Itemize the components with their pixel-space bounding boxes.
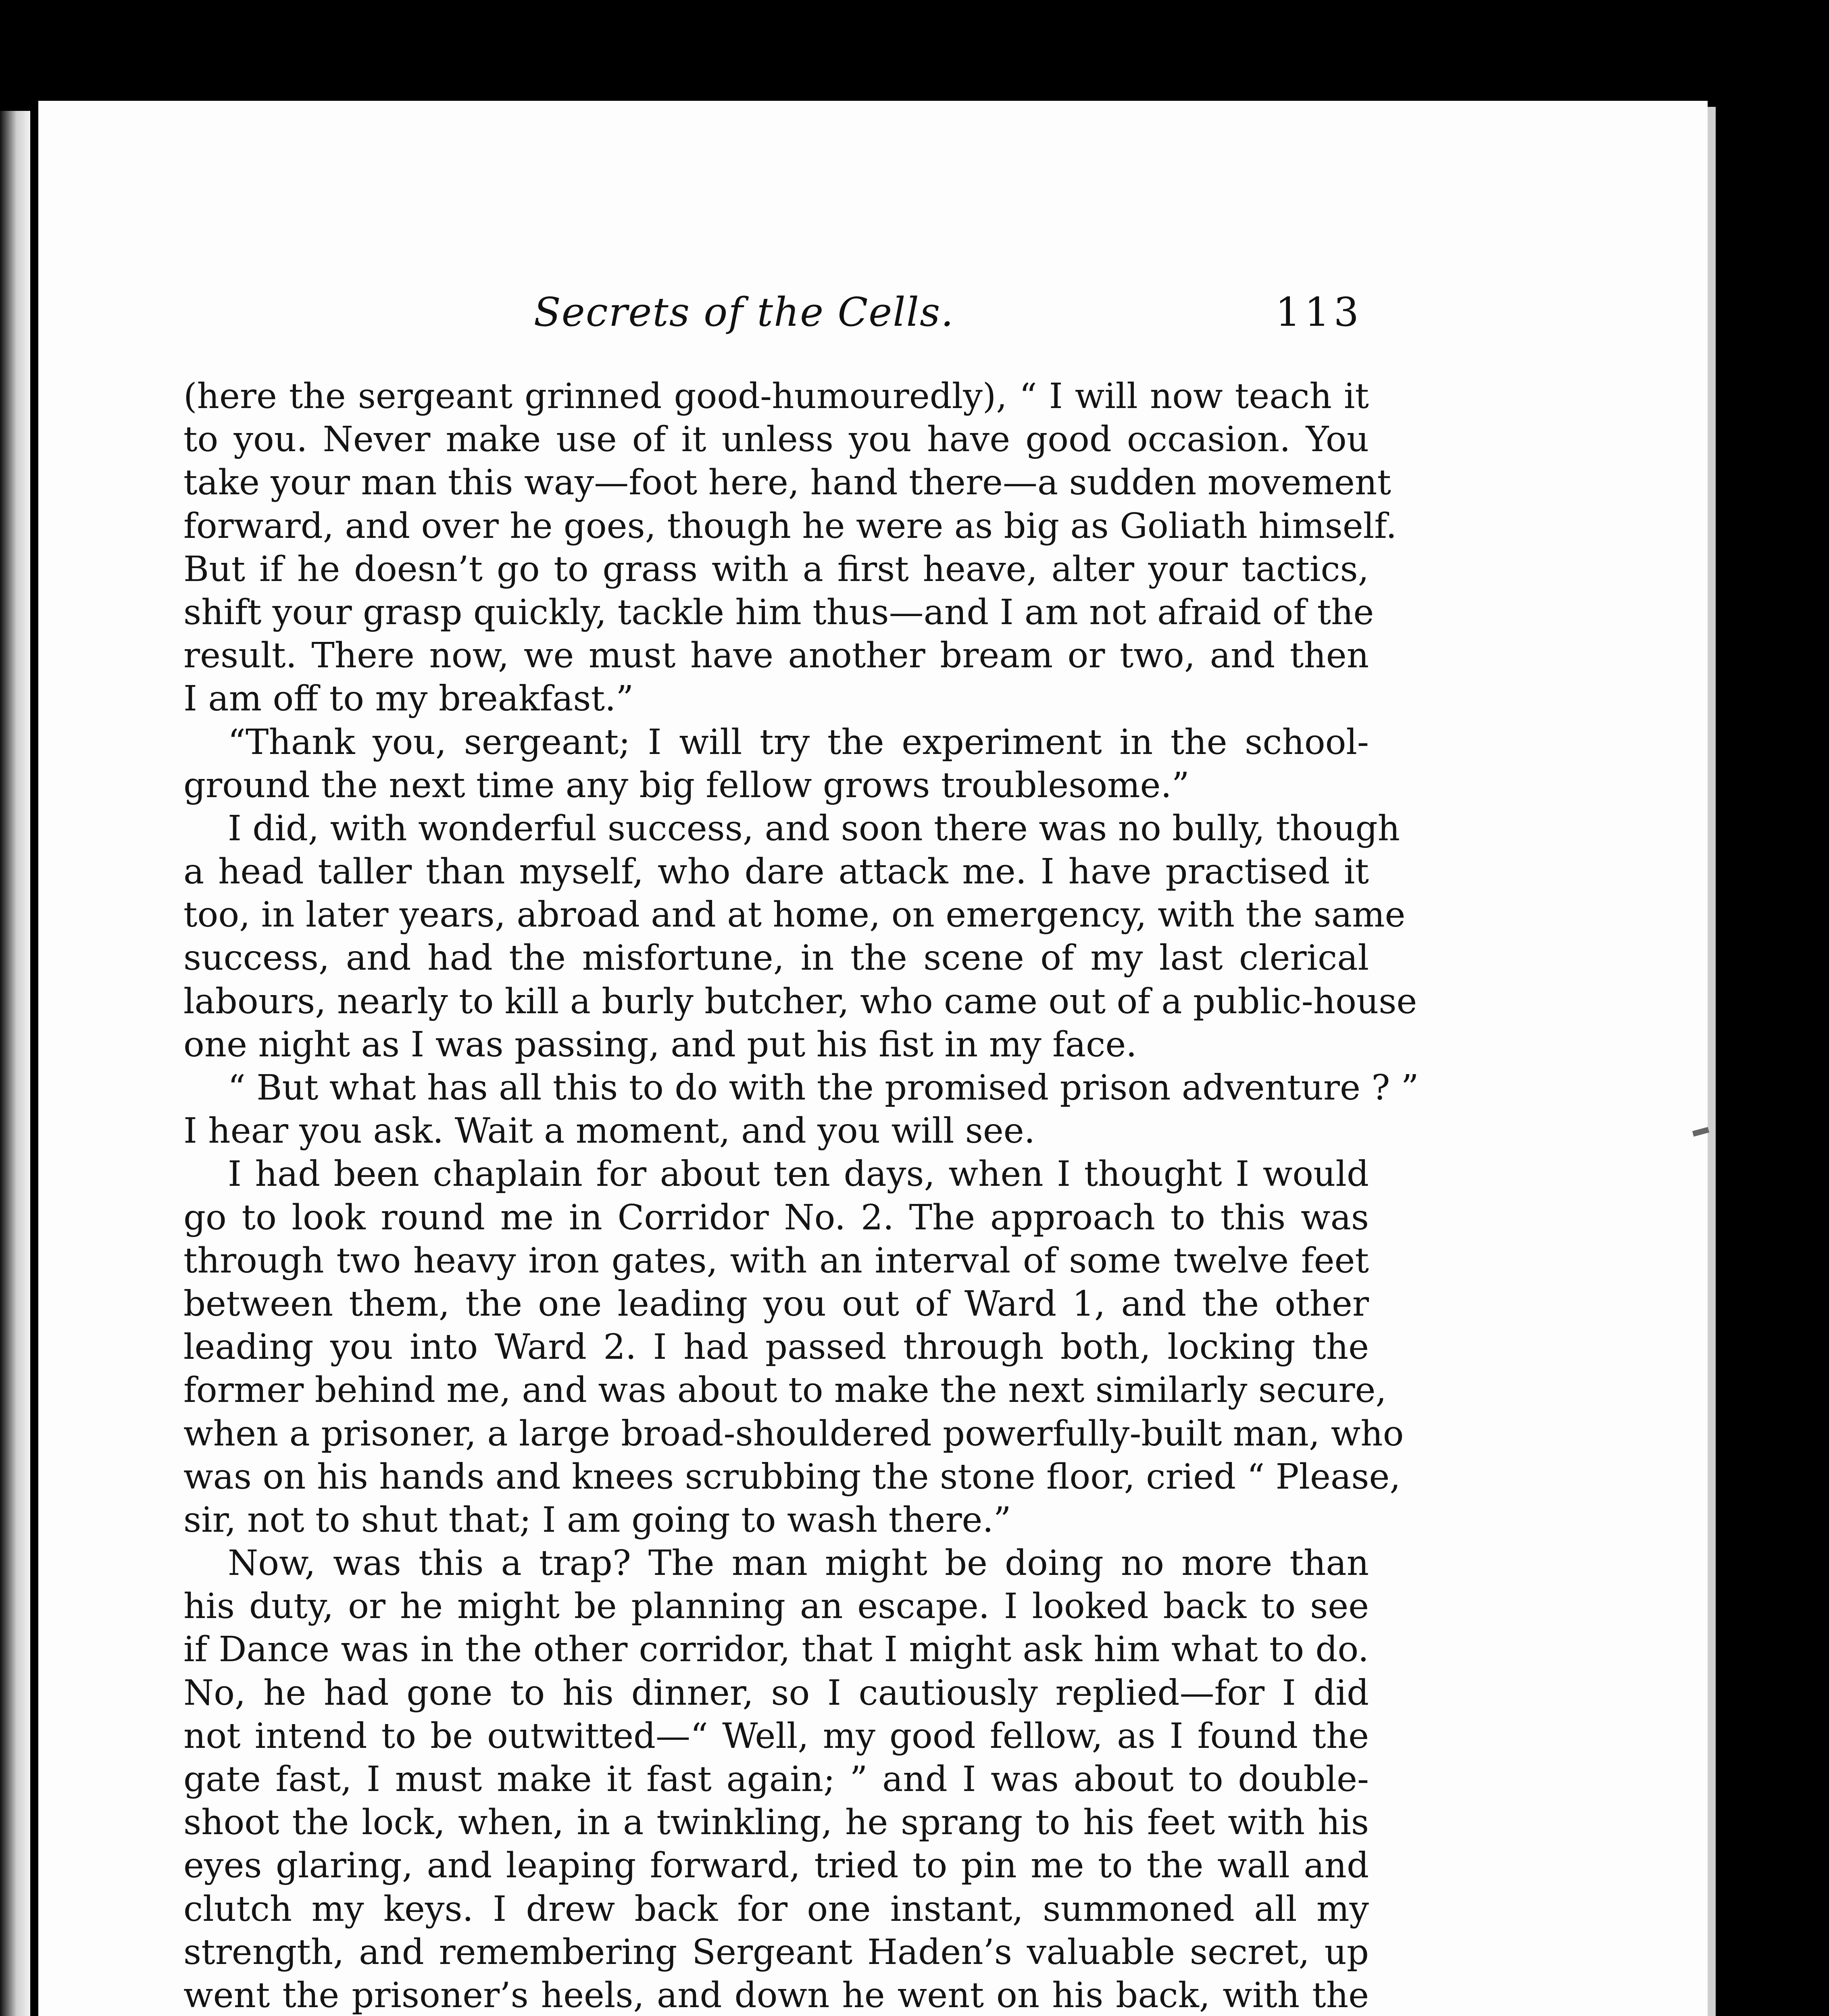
text-line: sir, not to shut that; I am going to wash there.” <box>183 1500 1011 1540</box>
text-line: when a prisoner, a large broad-shouldered powerfully-built man, who <box>183 1413 1404 1454</box>
text-line: labours, nearly to kill a burly butcher, who came out of a public-house <box>183 981 1417 1022</box>
text-line: “Thank you, sergeant; I will try the experiment in the school- <box>228 722 1369 762</box>
text-line: shift your grasp quickly, tackle him thus—and I am not afraid of the <box>183 592 1374 633</box>
text-line: shoot the lock, when, in a twinkling, he sprang to his feet with his <box>183 1802 1369 1843</box>
text-line: if Dance was in the other corridor, that I might ask him what to do. <box>183 1629 1369 1670</box>
text-line: ground the next time any big fellow grows troublesome.” <box>183 765 1189 806</box>
text-line: one night as I was passing, and put his fist in my face. <box>183 1024 1137 1065</box>
text-line: through two heavy iron gates, with an interval of some twelve feet <box>183 1240 1369 1281</box>
text-line: went the prisoner’s heels, and down he went on his back, with the <box>183 1975 1369 2016</box>
text-line: former behind me, and was about to make the next similarly secure, <box>183 1370 1387 1411</box>
text-line: I had been chaplain for about ten days, when I thought I would <box>228 1154 1369 1195</box>
text-line: I did, with wonderful success, and soon there was no bully, though <box>228 808 1400 849</box>
text-line: eyes glaring, and leaping forward, tried to pin me to the wall and <box>183 1845 1369 1886</box>
body-text <box>183 375 1419 2016</box>
text-line: I am off to my breakfast.” <box>183 679 634 719</box>
text-line: But if he doesn’t go to grass with a first heave, alter your tactics, <box>183 549 1369 589</box>
text-line: clutch my keys. I drew back for one instant, summoned all my <box>183 1889 1369 1929</box>
text-line: too, in later years, abroad and at home, on emergency, with the same <box>183 895 1406 935</box>
text-line: his duty, or he might be planning an escape. I looked back to see <box>183 1586 1369 1627</box>
text-line: strength, and remembering Sergeant Haden’s valuable secret, up <box>183 1932 1369 1972</box>
text-line: was on his hands and knees scrubbing the stone floor, cried “ Please, <box>183 1456 1401 1497</box>
text-line: success, and had the misfortune, in the scene of my last clerical <box>183 938 1369 979</box>
text-line: “ But what has all this to do with the promised prison adventure ? ” <box>228 1068 1419 1108</box>
text-line: leading you into Ward 2. I had passed through both, locking the <box>183 1327 1369 1368</box>
text-line: not intend to be outwitted—“ Well, my good fellow, as I found the <box>183 1716 1369 1756</box>
text-line: (here the sergeant grinned good-humouredly), “ I will now teach it <box>183 376 1369 417</box>
text-line: gate fast, I must make it fast again; ” and I was about to double- <box>183 1759 1369 1799</box>
text-line: a head taller than myself, who dare attack me. I have practised it <box>183 852 1369 892</box>
text-line: take your man this way—foot here, hand there—a sudden movement <box>183 462 1391 503</box>
page-right-edge <box>1708 107 1716 2016</box>
running-title: Secrets of the Cells. <box>533 289 954 335</box>
text-line: result. There now, we must have another bream or two, and then <box>183 635 1369 676</box>
text-line: Now, was this a trap? The man might be doing no more than <box>228 1543 1369 1584</box>
text-line: between them, the one leading you out of Ward 1, and the other <box>183 1283 1369 1324</box>
text-line: forward, and over he goes, though he were as big as Goliath himself. <box>183 506 1397 546</box>
page-header <box>125 289 1363 346</box>
text-line: go to look round me in Corridor No. 2. The approach to this was <box>183 1197 1369 1238</box>
text-line: No, he had gone to his dinner, so I cautiously replied—for I did <box>183 1672 1369 1713</box>
page-number: 113 <box>1275 289 1363 335</box>
text-line: to you. Never make use of it unless you have good occasion. You <box>183 419 1369 460</box>
text-line: I hear you ask. Wait a moment, and you will see. <box>183 1111 1035 1152</box>
page-edge <box>0 111 30 2016</box>
